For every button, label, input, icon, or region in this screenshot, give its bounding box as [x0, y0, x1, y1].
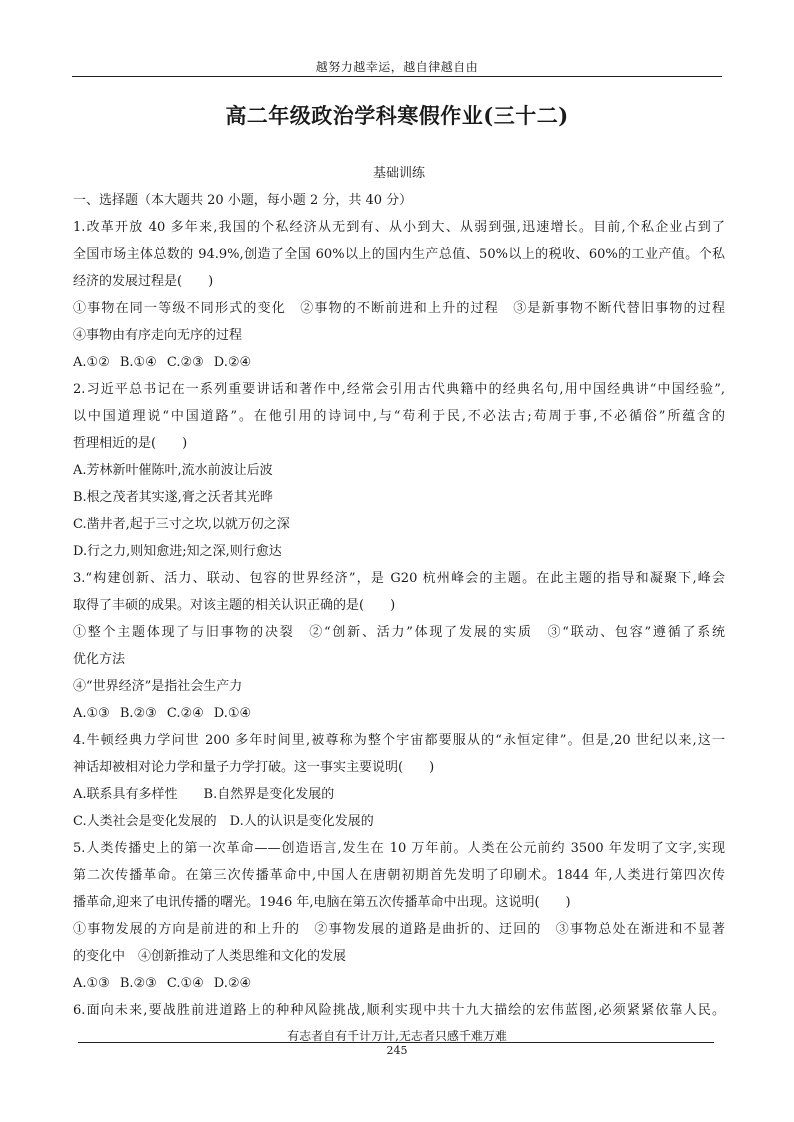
question-5-stem: 第二次传播革命。在第三次传播革命中,中国人在唐朝初期首先发明了印刷术。1844 年,人类进行第四次传 — [73, 868, 725, 883]
header-motto: 越努力越幸运，越自律越自由 — [315, 60, 479, 74]
question-1-stem: 经济的发展过程是( ) — [73, 274, 214, 289]
question-2-stem: 2.习近平总书记在一系列重要讲话和著作中,经常会引用古代典籍中的经典名句,用中国经典讲“中国经验”, — [73, 382, 725, 397]
question-5-stem: 5.人类传播史上的第一次革命——创造语言,发生在 10 万年前。人类在公元前约 3500 年发明了文字,实现 — [73, 841, 725, 856]
question-4-stem: 神话却被相对论力学和量子力学打破。这一事实主要说明( ) — [73, 760, 435, 775]
question-3-options — [73, 700, 725, 727]
page-title: 高二年级政治学科寒假作业(三十二) — [225, 103, 569, 128]
question-3-statements: 优化方法 — [73, 652, 126, 667]
question-3-stem: 取得了丰硕的成果。对该主题的相关认识正确的是( ) — [73, 598, 396, 613]
question-5-statements: 的变化中 ④创新推动了人类思维和文化的发展 — [73, 949, 347, 964]
question-1-statements: ④事物由有序走向无序的过程 — [73, 328, 243, 343]
question-6-stem: 6.面向未来,要战胜前进道路上的种种风险挑战,顺利实现中共十九大描绘的宏伟蓝图,必须紧紧依靠人民。 — [73, 1003, 725, 1018]
option-d: D.②④ — [213, 976, 252, 991]
question-1-stem: 全国市场主体总数的 94.9%,创造了全国 60%以上的国内生产总值、50%以上的税收、60%的工业产值。个私 — [73, 247, 725, 262]
question-5-statements: ①事物发展的方向是前进的和上升的 ②事物发展的道路是曲折的、迂回的 ③事物总处在渐进和不显著 — [73, 922, 725, 937]
question-1-stem: 1.改革开放 40 多年来,我国的个私经济从无到有、从小到大、从弱到强,迅速增长。目前,个私企业占到了 — [73, 220, 725, 235]
footer-motto: 有志者自有千计万计,无志者只感千难万难 — [287, 1029, 507, 1043]
question-2-stem: 以中国道理说“中国道路”。在他引用的诗词中,与“苟利于民,不必法古;苟周于事,不必循俗”所蕴含的 — [73, 409, 725, 424]
question-2-option-c: C.凿井者,起于三寸之坎,以就万仞之深 — [73, 517, 290, 532]
option-b: B.①④ — [119, 355, 157, 370]
question-4-options-ab: A.联系具有多样性 B.自然界是变化发展的 — [73, 787, 335, 802]
option-b: B.②③ — [119, 706, 157, 721]
question-2-stem: 哲理相近的是( ) — [73, 436, 188, 451]
option-c: C.②③ — [166, 355, 204, 370]
part-heading: 一、选择题（本大题共 20 小题，每小题 2 分，共 40 分） — [73, 193, 413, 208]
question-content — [73, 160, 725, 1024]
option-d: D.②④ — [213, 355, 252, 370]
question-2-option-b: B.根之茂者其实遂,膏之沃者其光晔 — [73, 490, 273, 505]
question-3-statements: ④“世界经济”是指社会生产力 — [73, 679, 243, 694]
footer-divider — [78, 1042, 714, 1043]
option-b: B.②③ — [119, 976, 157, 991]
page-number: 245 — [386, 1044, 408, 1057]
question-2-option-a: A.芳林新叶催陈叶,流水前波让后波 — [73, 463, 273, 478]
header-divider — [72, 76, 722, 77]
option-a: A.①③ — [73, 976, 110, 991]
question-2-option-d: D.行之力,则知愈进;知之深,则行愈达 — [73, 544, 282, 559]
question-1-options — [73, 349, 725, 376]
section-heading: 基础训练 — [372, 166, 425, 181]
option-a: A.①③ — [73, 706, 110, 721]
question-4-options-cd: C.人类社会是变化发展的 D.人的认识是变化发展的 — [73, 814, 374, 829]
option-c: C.②④ — [166, 706, 204, 721]
option-a: A.①② — [73, 355, 110, 370]
question-3-stem: 3.“构建创新、活力、联动、包容的世界经济”，是 G20 杭州峰会的主题。在此主题的指导和凝聚下,峰会 — [73, 571, 725, 586]
question-5-stem: 播革命,迎来了电讯传播的曙光。1946 年,电脑在第五次传播革命中出现。这说明( ) — [73, 895, 571, 910]
question-4-stem: 4.牛顿经典力学问世 200 多年时间里,被尊称为整个宇宙都要服从的“永恒定律”。但是,20 世纪以来,这一 — [73, 733, 725, 748]
option-c: C.①④ — [166, 976, 204, 991]
question-1-statements: ①事物在同一等级不同形式的变化 ②事物的不断前进和上升的过程 ③是新事物不断代替旧事物的过程 — [73, 301, 725, 316]
question-3-statements: ①整个主题体现了与旧事物的决裂 ②“创新、活力”体现了发展的实质 ③“联动、包容”遵循了系统 — [73, 625, 725, 640]
option-d: D.①④ — [213, 706, 252, 721]
question-5-options — [73, 970, 725, 997]
